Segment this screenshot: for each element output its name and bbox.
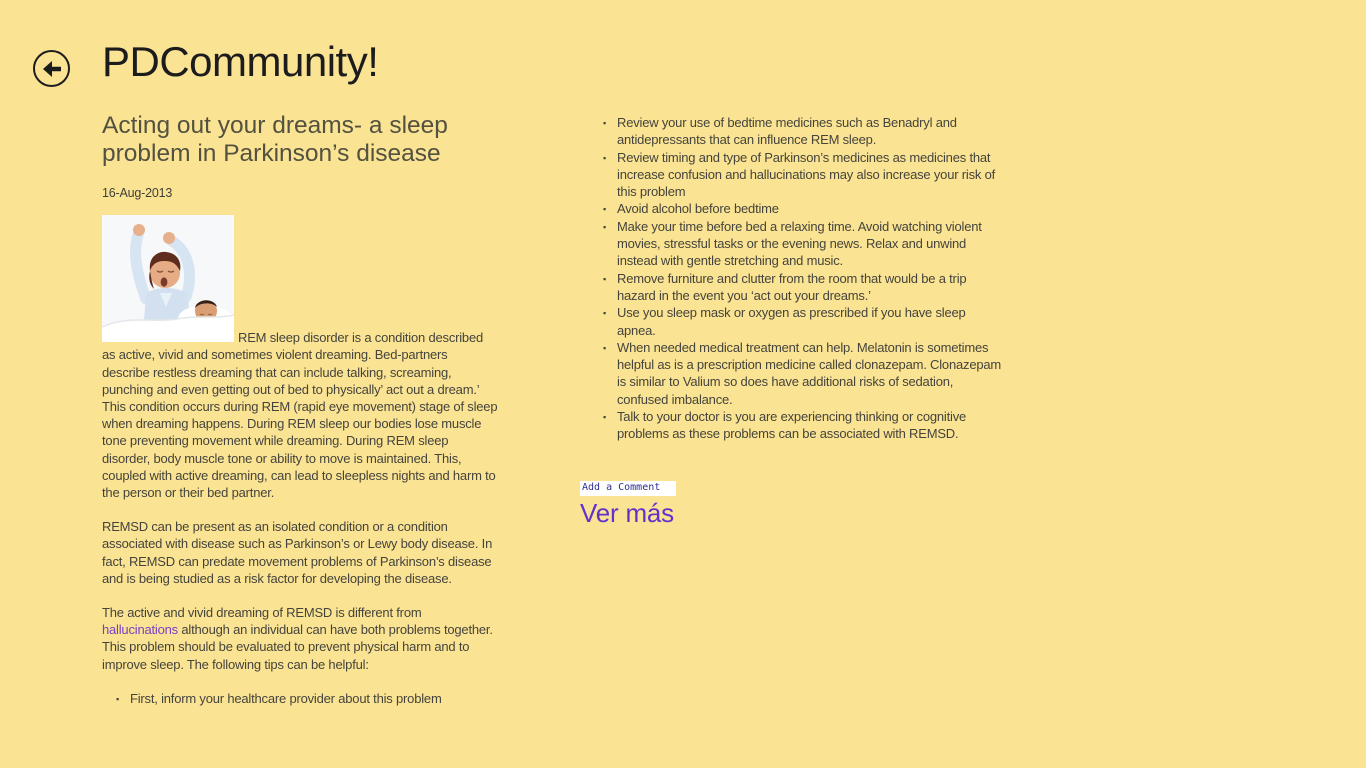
- tip-item: ▪ Remove furniture and clutter from the room that would be a trip hazard in the event you ‘act out your dreams.’: [580, 270, 1004, 305]
- app-title: PDCommunity!: [102, 38, 379, 85]
- article-paragraph-1: [102, 215, 498, 501]
- tip-item: ▪ Talk to your doctor is you are experiencing thinking or cognitive problems as these problems can be associated with REMSD.: [580, 408, 1004, 443]
- tip-item: ▪ Use you sleep mask or oxygen as prescribed if you have sleep apnea.: [580, 304, 1004, 339]
- tips-list-right: [580, 114, 1004, 443]
- see-more-link[interactable]: Ver más: [580, 497, 674, 528]
- article-date: 16-Aug-2013: [102, 186, 173, 200]
- article-paragraph-2: REMSD can be present as an isolated condition or a condition associated with disease such as Parkinson’s or Lewy body disease. In fact, REMSD can predate movement problems of Parkinson’s disease and is being studied as a risk factor for developing the disease.: [102, 519, 493, 586]
- article-paragraph-3: [102, 604, 498, 673]
- hallucinations-link[interactable]: hallucinations: [102, 622, 178, 638]
- paragraph-3-text-after: although an individual can have both problems together. This problem should be evaluated to prevent physical harm and to improve sleep. The following tips can be helpful:: [102, 622, 493, 672]
- paragraph-1-text: REM sleep disorder is a condition described as active, vivid and sometimes violent dreaming. Bed-partners describe restless dreaming that can include talking, screaming, punching and even getting out of bed to physically’ act out a dream.’ This condition occurs during REM (rapid eye movement) stage of sleep when dreaming happens. During REM sleep our bodies lose muscle tone preventing movement while dreaming. During REM sleep disorder, body muscle tone or ability to move is maintained. This, coupled with active dreaming, can lead to sleepless nights and harm to the person or their bed partner.: [102, 330, 498, 501]
- article-photo: [102, 215, 234, 342]
- tip-item: ▪ First, inform your healthcare provider about this problem: [102, 690, 498, 707]
- paragraph-3-text-before: The active and vivid dreaming of REMSD is different from: [102, 605, 422, 621]
- add-comment-button[interactable]: Add a Comment: [580, 481, 676, 496]
- tip-item: ▪ Make your time before bed a relaxing time. Avoid watching violent movies, stressful tasks or the evening news. Relax and unwind instead with gentle stretching and music.: [580, 218, 1004, 270]
- tips-list-left: [102, 690, 498, 707]
- article-column-right: [580, 114, 1004, 526]
- article-column-left: [102, 112, 498, 707]
- article-title: Acting out your dreams- a sleep problem in Parkinson’s disease: [102, 112, 448, 167]
- back-arrow-icon: [40, 57, 64, 81]
- tip-item: ▪ Review your use of bedtime medicines such as Benadryl and antidepressants that can influence REM sleep.: [580, 114, 1004, 149]
- tip-item: ▪ Avoid alcohol before bedtime: [580, 200, 1004, 217]
- back-button[interactable]: [33, 50, 70, 87]
- tip-item: ▪ Review timing and type of Parkinson’s medicines as medicines that increase confusion and hallucinations may also increase your risk of this problem: [580, 149, 1004, 201]
- tip-item: ▪ When needed medical treatment can help. Melatonin is sometimes helpful as is a prescription medicine called clonazepam. Clonazepam is similar to Valium so does have additional risks of sedation, confused imbalance.: [580, 339, 1004, 408]
